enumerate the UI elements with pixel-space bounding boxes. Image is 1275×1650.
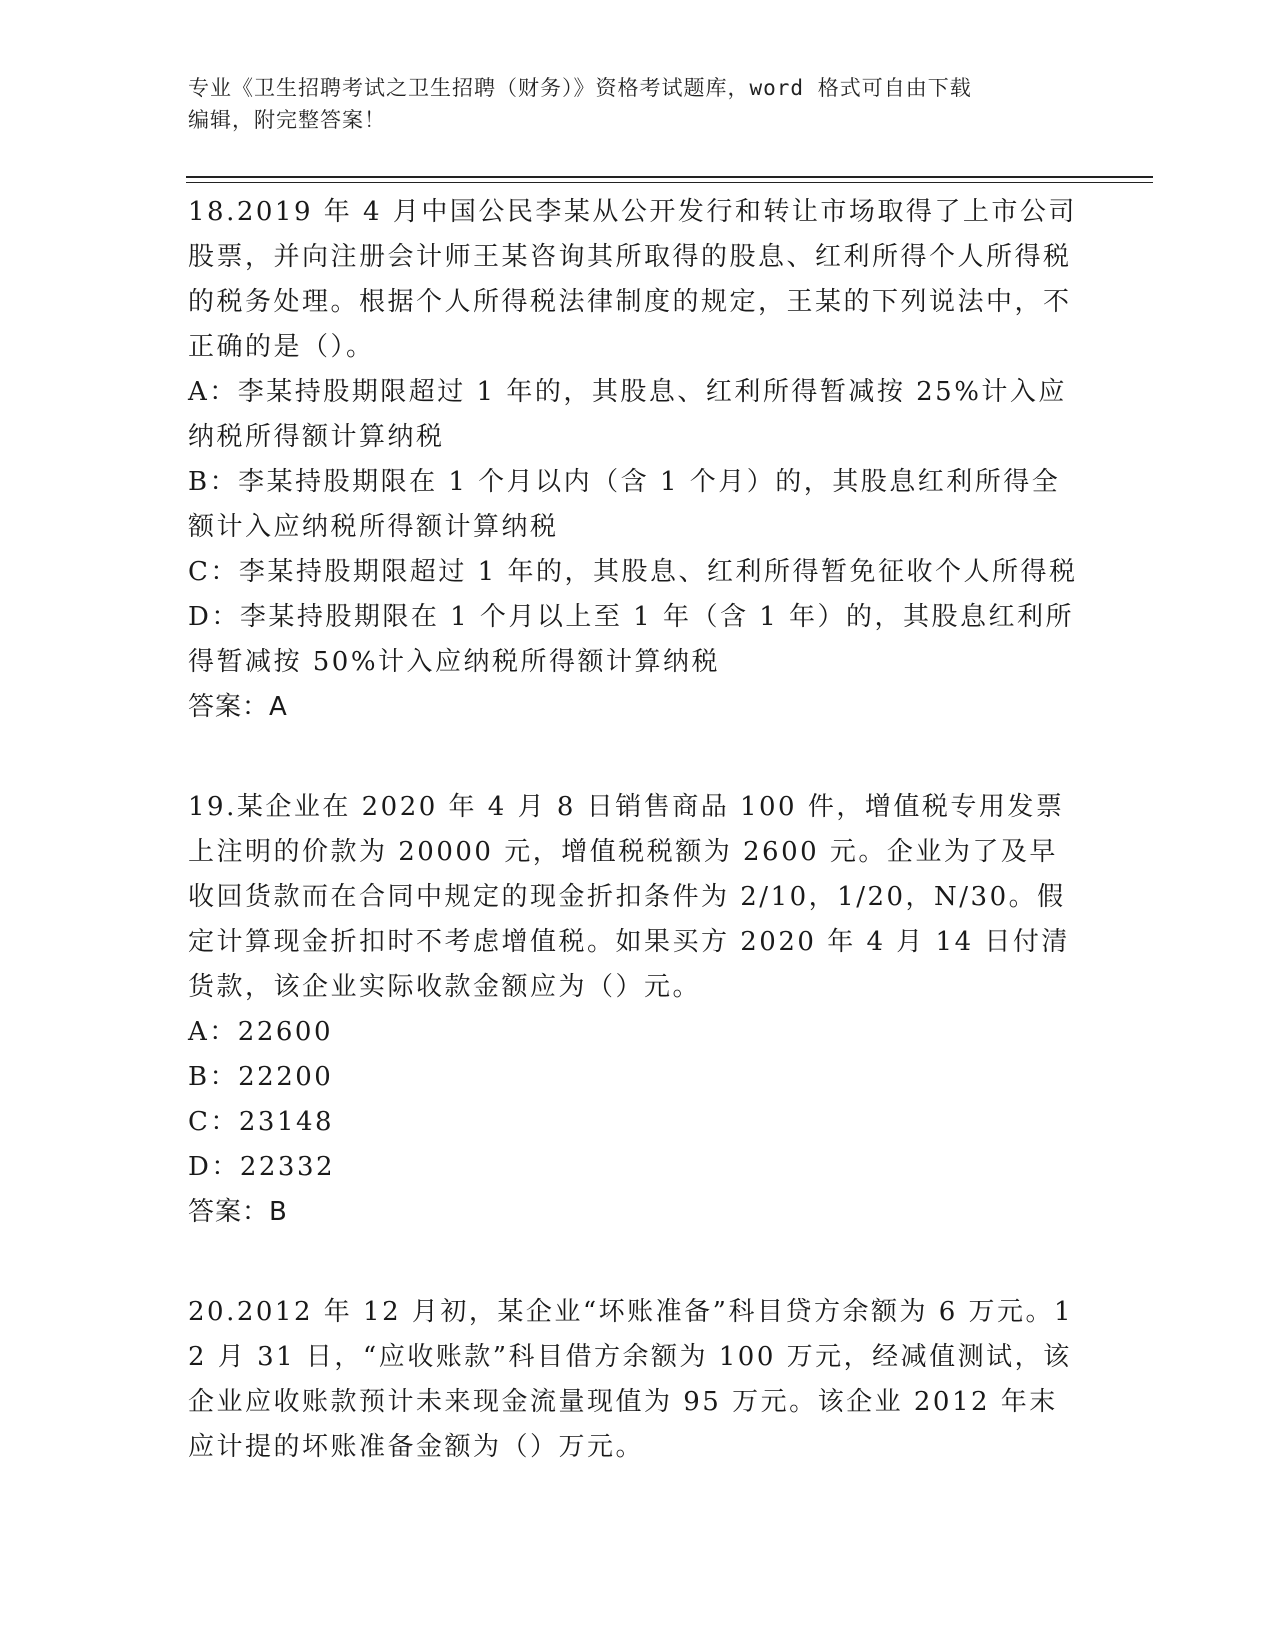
spacer xyxy=(188,730,1078,785)
spacer xyxy=(188,1235,1078,1290)
option-b: B：李某持股期限在 1 个月以内（含 1 个月）的，其股息红利所得全额计入应纳税所得额计算纳税 xyxy=(188,467,1061,542)
option-a: A：22600 xyxy=(188,1017,333,1047)
document-header xyxy=(188,72,1088,136)
option-c: C：李某持股期限超过 1 年的，其股息、红利所得暂免征收个人所得税 xyxy=(188,557,1078,587)
answer-line: 答案：B xyxy=(188,1197,288,1227)
answer-line: 答案：A xyxy=(188,692,288,722)
question-stem: 18.2019 年 4 月中国公民李某从公开发行和转让市场取得了上市公司股票，并向注册会计师王某咨询其所取得的股息、红利所得个人所得税的税务处理。根据个人所得税法律制度的规定，王某的下列说法中，不正确的是（）。 xyxy=(188,197,1077,362)
option-d: D：22332 xyxy=(188,1152,336,1182)
header-divider-thin xyxy=(186,182,1153,183)
question-19 xyxy=(188,785,1078,1235)
question-20 xyxy=(188,1290,1078,1470)
option-d: D：李某持股期限在 1 个月以上至 1 年（含 1 年）的，其股息红利所得暂减按 50%计入应纳税所得额计算纳税 xyxy=(188,602,1075,677)
header-line-2: 编辑，附完整答案！ xyxy=(188,108,386,132)
option-b: B：22200 xyxy=(188,1062,334,1092)
question-list xyxy=(188,190,1078,1470)
header-line-1: 专业《卫生招聘考试之卫生招聘（财务）》资格考试题库，word 格式可自由下载 xyxy=(188,76,972,100)
question-18 xyxy=(188,190,1078,730)
question-stem: 20.2012 年 12 月初，某企业“坏账准备”科目贷方余额为 6 万元。12 月 31 日，“应收账款”科目借方余额为 100 万元，经减值测试，该企业应收账款预计未来现金流量现值为 95 万元。该企业 2012 年末应计提的坏账准备金额为（）万元。 xyxy=(188,1297,1074,1462)
option-a: A：李某持股期限超过 1 年的，其股息、红利所得暂减按 25%计入应纳税所得额计算纳税 xyxy=(188,377,1067,452)
option-c: C：23148 xyxy=(188,1107,335,1137)
header-divider-thick xyxy=(186,176,1153,178)
question-stem: 19.某企业在 2020 年 4 月 8 日销售商品 100 件，增值税专用发票上注明的价款为 20000 元，增值税税额为 2600 元。企业为了及早收回货款而在合同中规定的现金折扣条件为 2/10，1/20，N/30。假定计算现金折扣时不考虑增值税。如果买方 2020 年 4 月 14 日付清货款，该企业实际收款金额应为（）元。 xyxy=(188,792,1070,1002)
